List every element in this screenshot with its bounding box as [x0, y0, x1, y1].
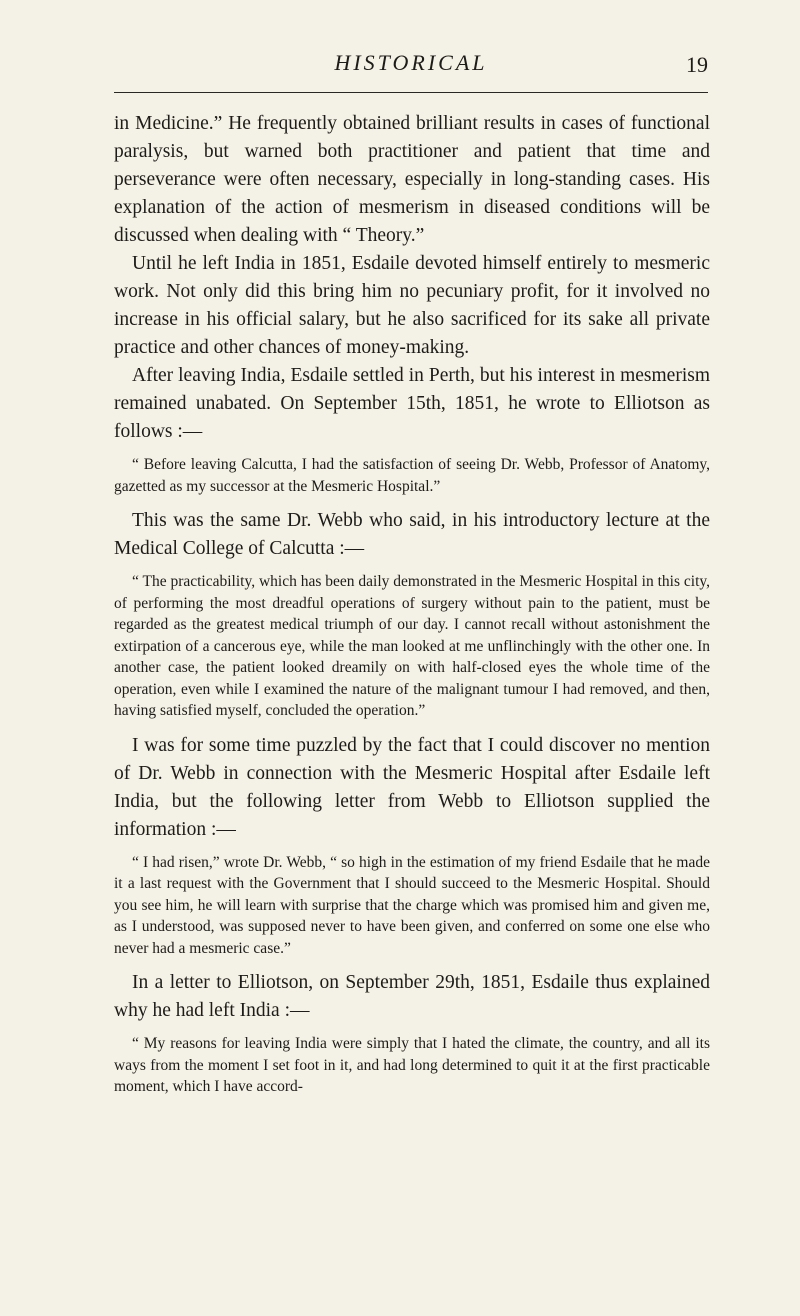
paragraph-1: in Medicine.” He frequently obtained brilliant results in cases of functional paralysis, but warned both practitioner and patient that time and perseverance were often necessary, especially in long-standing cases. His explanation of the action of mesmerism in diseased conditions will be discussed when dealing with “ Theory.” [114, 113, 710, 246]
quotation-1: “ Before leaving Calcutta, I had the satisfaction of seeing Dr. Webb, Professor of Anatomy, gazetted as my successor at the Mesmeric Hospital.” [114, 456, 710, 495]
quotation-2: “ The practicability, which has been daily demonstrated in the Mesmeric Hospital in this city, of performing the most dreadful operations of surgery without pain to the patient, must be regarded as the greatest medical triumph of our day. I cannot recall without astonishment the extirpation of a cancerous eye, while the man looked at me unflinchingly with the other one. In another case, the patient looked dreamily on with half-closed eyes the whole time of the operation, even while I examined the nature of the malignant tumour I had removed, and then, having satisfied myself, concluded the operation.” [114, 573, 710, 719]
paragraph-6: In a letter to Elliotson, on September 29th, 1851, Esdaile thus explained why he had left India :— [114, 972, 710, 1021]
page-number: 19 [686, 52, 708, 77]
header-rule [114, 92, 708, 93]
quotation-3: “ I had risen,” wrote Dr. Webb, “ so high in the estimation of my friend Esdaile that he made it a last request with the Government that I should succeed to the Mesmeric Hospital. Should you see him, he will learn with surprise that the charge which was promised him and given me, as I understood, was supposed never to have been given, and conferred on some one else who never had a mesmeric case.” [114, 853, 710, 957]
body-text [114, 110, 710, 1108]
running-title: HISTORICAL [334, 50, 488, 75]
paragraph-2: Until he left India in 1851, Esdaile devoted himself entirely to mesmeric work. Not only did this bring him no pecuniary profit, for it involved no increase in his official salary, but he also sacrificed for its sake all private practice and other chances of money-making. [114, 253, 710, 358]
running-head [114, 46, 708, 76]
paragraph-4: This was the same Dr. Webb who said, in his introductory lecture at the Medical College of Calcutta :— [114, 510, 710, 559]
paragraph-3: After leaving India, Esdaile settled in Perth, but his interest in mesmerism remained unabated. On September 15th, 1851, he wrote to Elliotson as follows :— [114, 365, 710, 442]
paragraph-5: I was for some time puzzled by the fact that I could discover no mention of Dr. Webb in connection with the Mesmeric Hospital after Esdaile left India, but the following letter from Webb to Elliotson supplied the information :— [114, 734, 710, 840]
quotation-4: “ My reasons for leaving India were simply that I hated the climate, the country, and all its ways from the moment I set foot in it, and had long determined to quit it at the first practicable moment, which I have accord- [114, 1035, 710, 1095]
